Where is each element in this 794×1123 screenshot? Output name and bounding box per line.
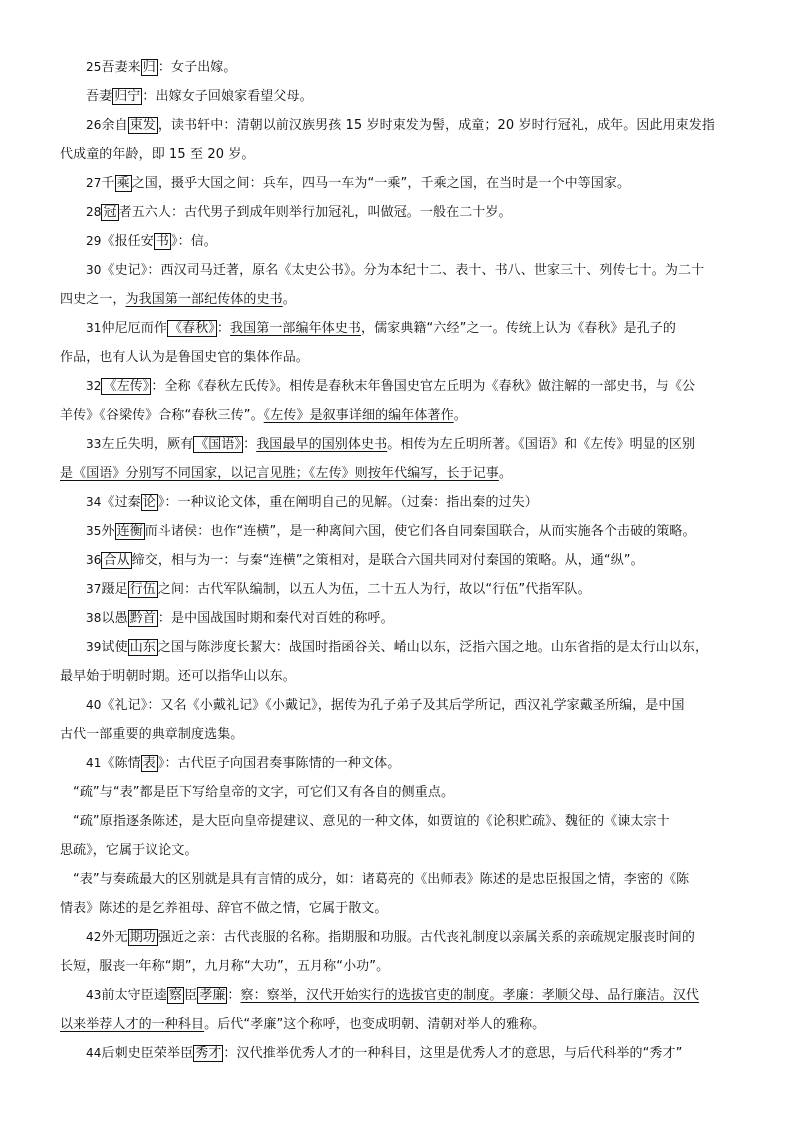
entry-29: 29《报任安 书 》：信。 xyxy=(86,234,217,249)
boxed-term: 归宁 xyxy=(114,89,141,104)
entry-35: 35外 连衡 而斗诸侯：也作“连横”，是一种离间六国，使它们各自同秦国联合，从而实施各个击破的策略。 xyxy=(86,524,696,539)
entry-40-cont: 古代一部重要的典章制度选集。 xyxy=(60,727,244,742)
entry-33-cont: 是《国语》分别写不同国家，以记言见胜；《左传》则按年代编写，长于记事。 xyxy=(60,466,513,481)
paragraph-biao-cont: 情表》陈述的是乞养祖母、辞官不做之情，它属于散文。 xyxy=(60,901,388,916)
entry-26: 26余自 束发 ，读书轩中：清朝以前汉族男孩 15 岁时束发为髻，成童；20 岁时行冠礼，成年。因此用束发指 xyxy=(86,118,715,133)
entry-39: 39试使 山东 之国与陈涉度长絜大：战国时指函谷关、崤山以东，泛指六国之地。山东省指的是太行山以东， xyxy=(86,640,709,655)
boxed-term: 归 xyxy=(142,60,156,75)
boxed-term: 合从 xyxy=(103,553,130,568)
entry-32: 32 《左传》 ：全称《春秋左氏传》。相传是春秋末年鲁国史官左丘明为《春秋》做注解的一部史书，与《公 xyxy=(86,379,696,394)
entry-30: 30《史记》：西汉司马迁著，原名《太史公书》。分为本纪十二、表十、书八、世家三十、列传七十。为二十 xyxy=(86,263,705,278)
entry-44: 44后刺史臣荣举臣 秀才 ：汉代推举优秀人才的一种科目，这里是优秀人才的意思，与后代科举的“秀才” xyxy=(86,1046,683,1061)
boxed-term: 行伍 xyxy=(129,582,156,597)
entry-27: 27千 乘 之国，摄乎大国之间：兵车，四马一车为“一乘”，千乘之国，在当时是一个中等国家。 xyxy=(86,176,631,191)
boxed-term: 表 xyxy=(142,756,156,771)
boxed-term: 冠 xyxy=(103,205,117,220)
boxed-term: 秀才 xyxy=(195,1046,222,1061)
boxed-term: 《国语》 xyxy=(195,437,242,452)
boxed-term: 《春秋》 xyxy=(169,321,215,336)
paragraph-shu: “疏”原指逐条陈述，是大臣向皇帝提建议、意见的一种文体，如贾谊的《论积贮疏》、魏征的《谏太宗十 xyxy=(73,814,670,829)
boxed-term: 黔首 xyxy=(129,611,156,626)
entry-43-cont: 以来举荐人才的一种科目。后代“孝廉”这个称呼，也变成明朝、清朝对举人的雅称。 xyxy=(60,1017,546,1032)
paragraph-biao: “表”与奏疏最大的区别就是具有言情的成分，如：诸葛亮的《出师表》陈述的是忠臣报国之情，李密的《陈 xyxy=(73,872,690,887)
boxed-term: 期功 xyxy=(129,930,156,945)
entry-28: 28 冠 者五六人：古代男子到成年则举行加冠礼，叫做冠。一般在二十岁。 xyxy=(86,205,512,220)
entry-26-cont: 代成童的年龄，即 15 至 20 岁。 xyxy=(60,147,255,162)
entry-32-cont: 羊传》《谷梁传》合称“春秋三传”。《左传》是叙事详细的编年体著作。 xyxy=(60,408,467,423)
entry-41: 41《陈情 表 》：古代臣子向国君奏事陈情的一种文体。 xyxy=(86,756,401,771)
entry-31-cont: 作品，也有人认为是鲁国史官的集体作品。 xyxy=(60,350,309,365)
boxed-term: 束发 xyxy=(129,118,156,133)
entry-39-cont: 最早始于明朝时期。还可以指华山以东。 xyxy=(60,669,296,684)
entry-33: 33左丘失明，厥有 《国语》 ：我国最早的国别体史书。相传为左丘明所著。《国语》和《左传》明显的区别 xyxy=(86,437,696,452)
entry-42-cont: 长短，服丧一年称“期”，九月称“大功”，五月称“小功”。 xyxy=(60,959,390,974)
boxed-term: 书 xyxy=(155,234,169,249)
boxed-term: 乘 xyxy=(116,176,130,191)
boxed-term: 《左传》 xyxy=(103,379,150,394)
entry-40: 40《礼记》：又名《小戴礼记》《小戴记》，据传为孔子弟子及其后学所记，西汉礼学家戴圣所编，是中国 xyxy=(86,698,685,713)
entry-25-b: 吾妻 归宁 ：出嫁女子回娘家看望父母。 xyxy=(86,89,313,104)
boxed-term: 察 xyxy=(169,988,183,1003)
boxed-term: 孝廉 xyxy=(199,988,226,1003)
entry-37: 37蹑足 行伍 之间：古代军队编制，以五人为伍，二十五人为行，故以“行伍”代指军队。 xyxy=(86,582,591,597)
entry-42: 42外无 期功 强近之亲：古代丧服的名称。指期服和功服。古代丧礼制度以亲属关系的亲疏规定服丧时间的 xyxy=(86,930,695,945)
entry-34: 34《过秦 论 》：一种议论文体，重在阐明自己的见解。（过秦：指出秦的过失） xyxy=(86,495,538,510)
paragraph-shu-cont: 思疏》，它属于议论文。 xyxy=(60,843,198,858)
entry-30-cont: 四史之一，为我国第一部纪传体的史书。 xyxy=(60,292,296,307)
boxed-term: 论 xyxy=(142,495,156,510)
boxed-term: 山东 xyxy=(129,640,156,655)
entry-31: 31仲尼厄而作 《春秋》 ：我国第一部编年体史书，儒家典籍“六经”之一。传统上认为《春秋》是孔子的 xyxy=(86,321,677,336)
entry-43: 43前太守臣逵 察 臣 孝廉 ：察：察举，汉代开始实行的选拔官吏的制度。孝廉：孝顺父母、品行廉洁。汉代 xyxy=(86,988,700,1003)
entry-38: 38以愚 黔首 ：是中国战国时期和秦代对百姓的称呼。 xyxy=(86,611,394,626)
boxed-term: 连衡 xyxy=(116,524,143,539)
paragraph-shu-biao: “疏”与“表”都是臣下写给皇帝的文字，可它们又有各自的侧重点。 xyxy=(73,785,455,800)
entry-36: 36 合从 缔交，相与为一：与秦“连横”之策相对，是联合六国共同对付秦国的策略。从，通“纵”。 xyxy=(86,553,644,568)
entry-25-a: 25吾妻来 归 ：女子出嫁。 xyxy=(86,60,237,75)
